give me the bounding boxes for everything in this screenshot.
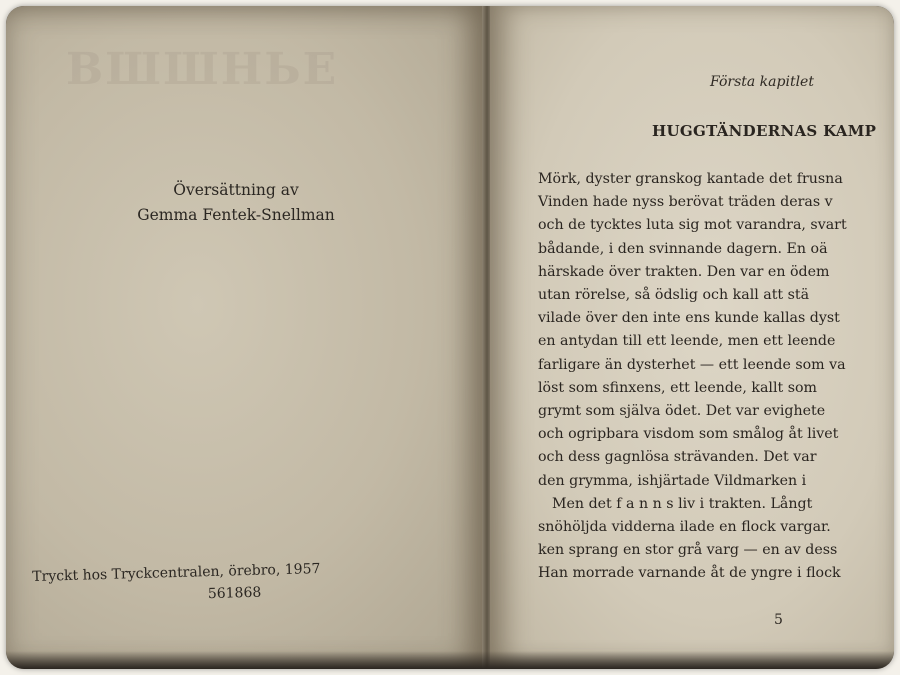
right-page	[490, 6, 894, 669]
text-line: utan rörelse, så ödslig och kall att stä	[538, 287, 810, 304]
printer-line: Tryckt hos Tryckcentralen, örebro, 1957	[32, 560, 321, 585]
translator-credit	[66, 178, 406, 228]
body-text	[538, 168, 894, 586]
text-line: och dess gagnlösa strävanden. Det var	[538, 449, 817, 466]
translator-line: Översättning av	[173, 181, 299, 199]
text-line: Vinden hade nyss berövat träden deras v	[538, 194, 833, 211]
chapter-title: HUGGTÄNDERNAS KAMP	[652, 122, 877, 140]
text-line: Han morrade varnande åt de yngre i flock	[538, 565, 841, 582]
text-line: Men det f a n n s liv i trakten. Långt	[552, 495, 813, 512]
text-line: farligare än dysterhet — ett leende som va	[538, 356, 846, 373]
chapter-heading: Första kapitlet	[710, 74, 814, 90]
text-line: löst som sfinxens, ett leende, kallt som	[538, 379, 817, 396]
left-page	[6, 6, 484, 669]
printer-number: 561868	[207, 584, 262, 603]
text-line: den grymma, ishjärtade Vildmarken i	[538, 472, 807, 489]
text-line: en antydan till ett leende, men ett leende	[538, 333, 836, 350]
book-photo	[6, 6, 894, 669]
text-line: härskade över trakten. Den var en ödem	[538, 263, 830, 280]
text-line: grymt som själva ödet. Det var evighete	[538, 403, 826, 420]
text-line: bådande, i den svinnande dagern. En oä	[538, 240, 828, 257]
text-line: ken sprang en stor grå varg — en av dess	[538, 542, 838, 559]
text-line: vilade över den inte ens kunde kallas dyst	[538, 310, 840, 327]
page-number: 5	[774, 612, 783, 628]
printer-imprint	[32, 555, 413, 610]
translator-name: Gemma Fentek-Snellman	[137, 206, 335, 224]
text-line: och ogripbara visdom som smålog åt livet	[538, 426, 839, 443]
text-line: Mörk, dyster granskog kantade det frusna	[538, 171, 843, 187]
text-line: och de tycktes luta sig mot varandra, svart	[538, 217, 847, 234]
book-cover-edge	[6, 651, 894, 669]
text-line: snöhöljda vidderna ilade en flock vargar.	[538, 519, 831, 536]
show-through-text: ВШШНЬЕ	[66, 44, 339, 95]
